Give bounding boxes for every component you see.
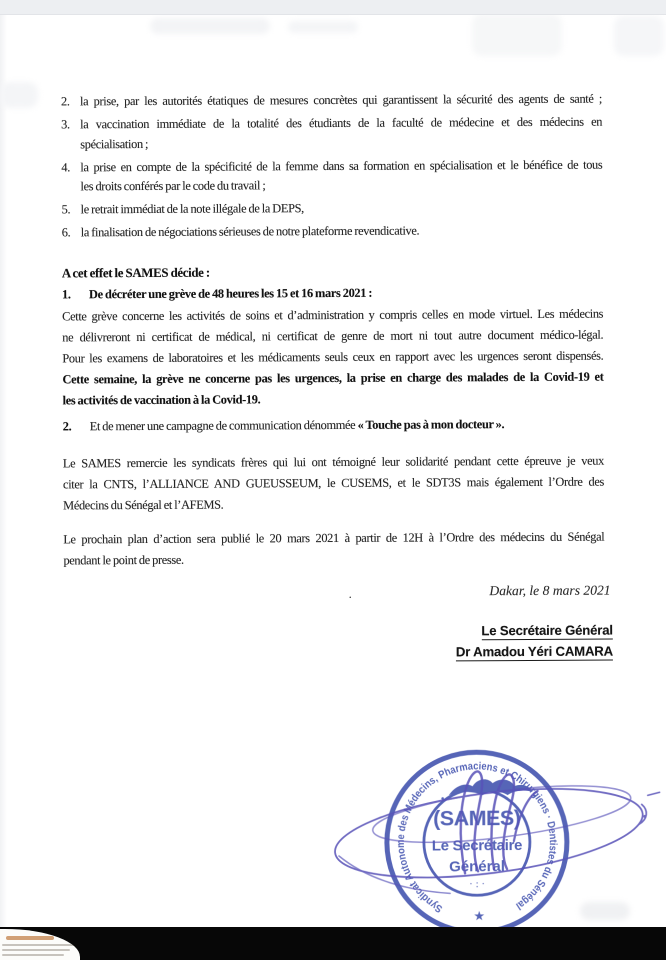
paragraph-lines: [62, 304, 603, 370]
text-line: les activités de vaccination à la Covid-19.: [62, 392, 261, 408]
star-icon: ★: [473, 908, 486, 924]
stray-dot: .: [348, 585, 352, 601]
decision-2: [63, 414, 604, 438]
text-line: citer la CNTS, l’ALLIANCE AND GUEUSSEUM, le CUSEMS, et le SDT3S mais également l’Ordre des: [62, 474, 605, 492]
demand-item: [62, 221, 603, 243]
decision-title: De décréter une grève de 48 heures les 15 et 16 mars 2021 :: [88, 285, 373, 302]
bottom-letterbox-bar: [0, 927, 666, 960]
text-line: la vaccination immédiate de la totalité des étudiants de la faculté de médecine et des médecins en: [80, 114, 603, 132]
campaign-name: « Touche pas à mon docteur ».: [357, 417, 505, 432]
signatory-title: Le Secrétaire Général: [481, 622, 613, 639]
text-line: la prise, par les autorités étatiques de mesures concrètes qui garantissent la sécurité des agents de santé ;: [79, 91, 603, 109]
next-plan-paragraph: [63, 527, 604, 572]
demand-item: [62, 198, 603, 220]
demand-item: [61, 155, 602, 197]
decision-number: 1.: [61, 287, 71, 302]
text-line: Le SAMES remercie les syndicats frères qui lui ont témoigné leur solidarité pendant cette épreuve je veux: [62, 453, 604, 471]
signatory-name: Dr Amadou Yéri CAMARA: [455, 643, 613, 660]
text-line: la prise en compte de la spécificité de la femme dans sa formation en spécialisation et le bénéfice de tous: [80, 157, 603, 174]
text-line: pendant le point de presse.: [63, 552, 184, 568]
dateline: Dakar, le 8 mars 2021: [489, 582, 611, 599]
decision-text: Et de mener une campagne de communication dénommée « Touche pas à mon docteur ».: [89, 417, 505, 434]
demand-number: 5.: [61, 202, 71, 217]
text-line: Cette grève concerne les activités de soins et d’administration y compris celles en mode virtuel. Les médecins: [62, 306, 604, 324]
text-line: spécialisation ;: [80, 136, 149, 151]
strike-paragraph: [62, 304, 604, 412]
demand-number: 4.: [61, 159, 70, 174]
text-line: ne délivreront ni certificat de médical, ni certificat de genre de mort ni tout autre document médico-légal.: [62, 327, 604, 345]
demand-item: [61, 90, 602, 112]
text-line: Pour les examens de laboratoires et les médicaments seuls ceux en rapport avec les urgences seront dispensés.: [62, 348, 604, 366]
effect-heading: A cet effet le SAMES décide :: [61, 265, 210, 281]
top-ui-strip: [0, 0, 666, 15]
signature-block: [456, 623, 613, 666]
demand-number: 2.: [60, 94, 70, 109]
stamp-acronym: (SAMES): [433, 806, 521, 831]
preview-text-line: [2, 954, 64, 956]
demand-number: 6.: [61, 225, 71, 240]
bold-emphasis-lines: [62, 367, 603, 412]
stamp-ring-text: Syndicat Autonome des Médecins, Pharmaciens et Chirurgiens · Dentistes du Sénégal: [394, 760, 559, 915]
demands-list: [61, 90, 603, 247]
text-line: Le prochain plan d’action sera publié le 20 mars 2021 à partir de 12H à l’Ordre des médecins du Sénégal: [63, 529, 605, 547]
stamp-title-line2: Général: [449, 858, 506, 876]
text-line: le retrait immédiat de la note illégale de la DEPS,: [80, 201, 304, 217]
decision-1: [62, 282, 603, 306]
stamp-and-signature: [311, 733, 666, 947]
preview-header-bar: [6, 936, 54, 940]
demand-number: 3.: [61, 117, 70, 132]
decision-number: 2.: [62, 419, 72, 434]
stamp-title-line1: Le Secrétaire: [431, 837, 523, 855]
text-line: la finalisation de négociations sérieuses de notre plateforme revendicative.: [80, 223, 420, 240]
text-line: les droits conférés par le code du travail ;: [80, 178, 266, 194]
preview-text-line: [2, 949, 70, 951]
demand-item: [61, 113, 602, 155]
stamp-dots: · : ·: [469, 878, 486, 891]
text-line: Cette semaine, la grève ne concerne pas les urgences, la prise en charge des malades de la Covid-19 et: [62, 369, 604, 387]
thanks-paragraph: [63, 451, 604, 517]
text-line: Médecins du Sénégal et l’AFEMS.: [63, 497, 224, 513]
preview-text-line: [2, 944, 74, 946]
